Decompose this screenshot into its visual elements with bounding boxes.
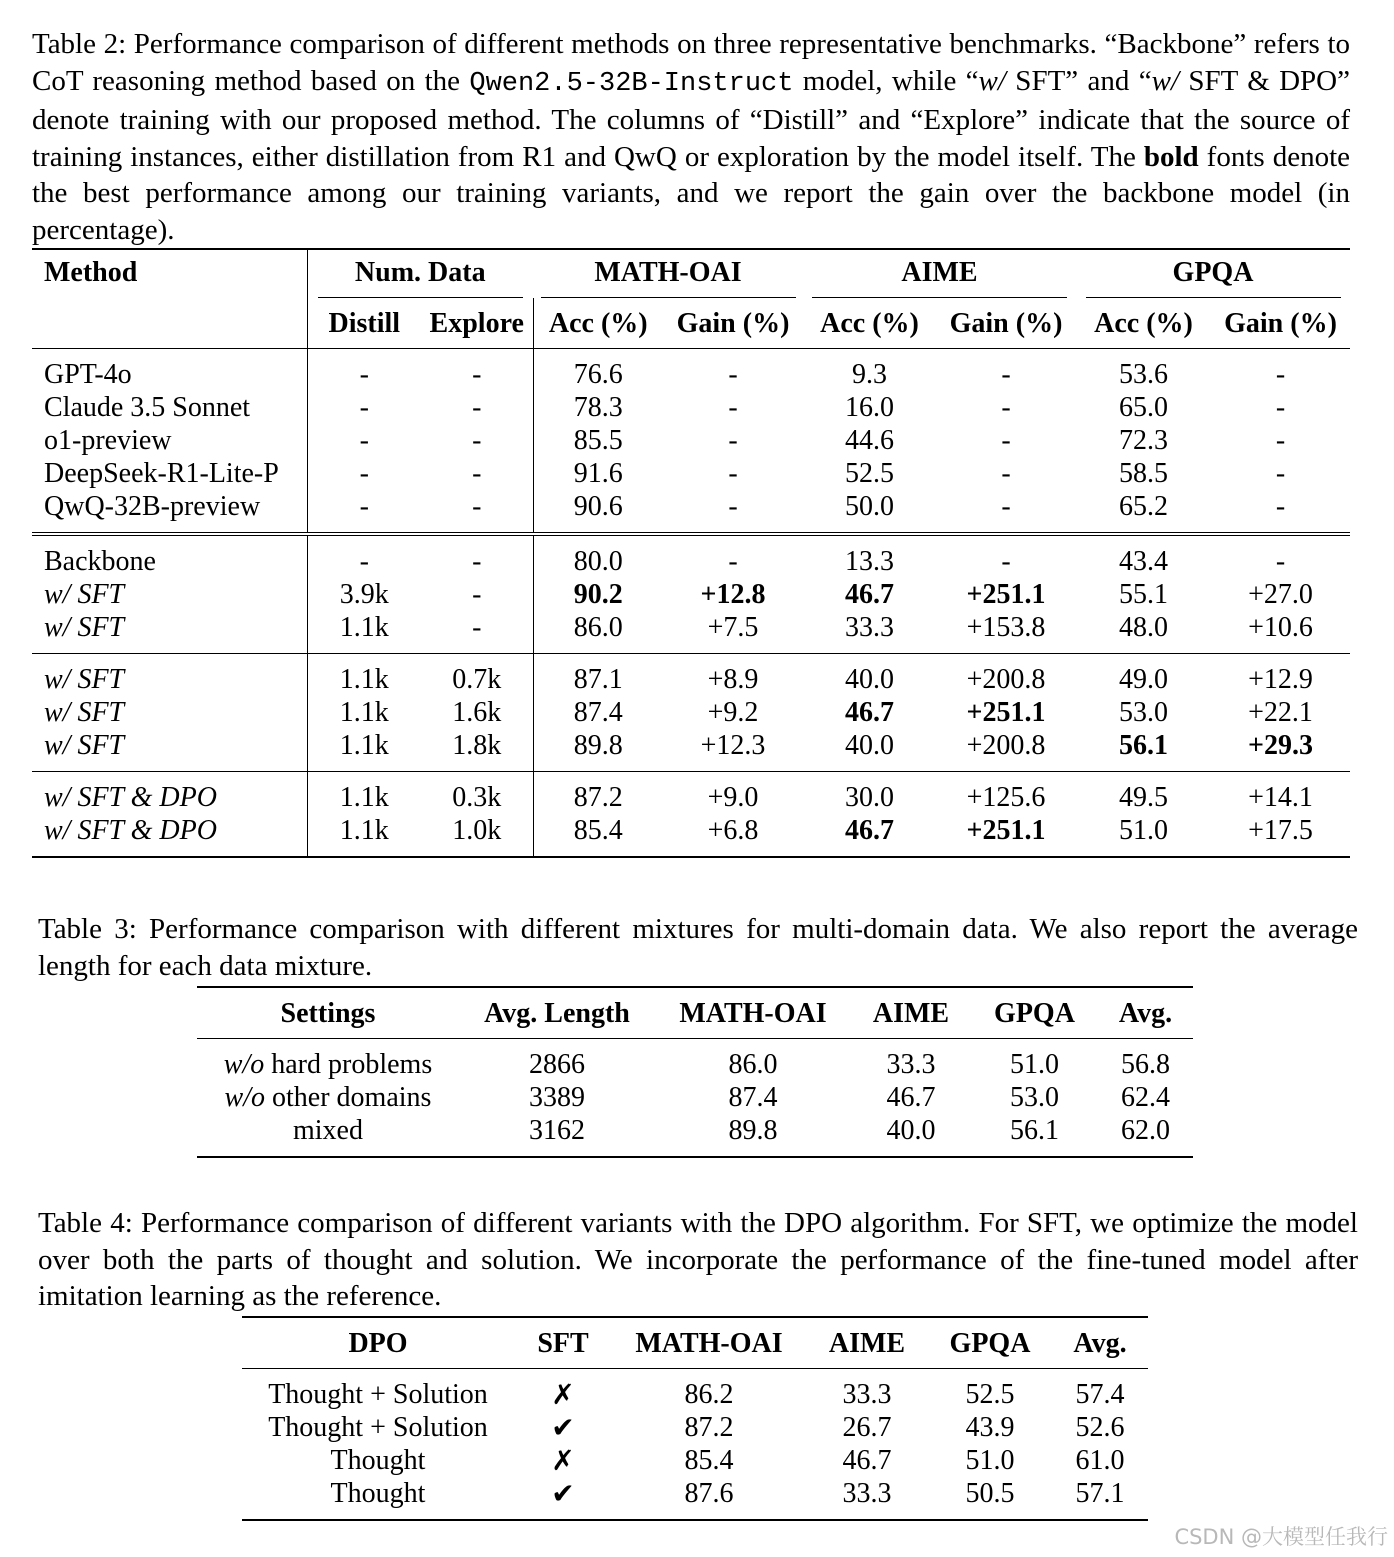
cell-gpqa-gain: +14.1 (1248, 782, 1313, 813)
cell-avg: 57.4 (1075, 1379, 1125, 1410)
cell-math-gain: - (728, 546, 738, 577)
cell-gpqa-acc: 72.3 (1119, 425, 1168, 456)
cell-math-gain: +8.9 (707, 664, 759, 695)
cell-aime-acc: 40.0 (845, 664, 894, 695)
cell-aime: 33.3 (886, 1049, 936, 1080)
cell-dpo: Thought (330, 1445, 426, 1476)
setting-label: mixed (293, 1115, 363, 1146)
cell-math-acc: 87.4 (573, 697, 623, 728)
cell-aime: 40.0 (886, 1115, 936, 1146)
cell-distill: 1.1k (339, 730, 389, 761)
cell-gpqa-gain: +27.0 (1248, 579, 1313, 610)
caption-text: model, while “ (793, 64, 979, 97)
cell-aime-gain: +200.8 (966, 730, 1046, 761)
method-prefix: w/ SFT (44, 730, 125, 761)
cell-aime-gain: - (1001, 458, 1011, 489)
header-aime (803, 249, 1076, 298)
t4-header-math-oai: MATH-OAI (635, 1327, 783, 1359)
subheader-aime-gain: Gain (%) (949, 307, 1063, 339)
cell-aime-gain: +125.6 (966, 782, 1046, 813)
cell-explore: - (421, 391, 533, 424)
cell-gpqa-gain: - (1275, 392, 1286, 423)
cell-settings (197, 1081, 459, 1114)
cell-method: GPT-4o (32, 349, 307, 392)
cell-gpqa: 43.9 (965, 1412, 1015, 1443)
cell-math-acc: 91.6 (573, 458, 623, 489)
table-row (32, 578, 1350, 611)
caption-text: Table 2: Performance comparison of different methods on three representative benchmarks. “Backbone” refers to CoT reasoning method based on the (32, 28, 1350, 97)
cell-method: Backbone (32, 534, 307, 578)
cell-math-oai: 87.4 (728, 1082, 778, 1113)
cell-aime-acc: 44.6 (845, 425, 894, 456)
table2-body (32, 349, 1350, 858)
cell-aime-gain: - (1001, 359, 1011, 390)
cell-gpqa-gain: +17.5 (1248, 815, 1313, 846)
cell-method: DeepSeek-R1-Lite-P (32, 457, 307, 490)
cell-aime: 33.3 (842, 1379, 892, 1410)
subheader-explore: Explore (421, 298, 533, 349)
cell-aime-gain: - (1001, 546, 1011, 577)
subheader-gpqa-acc: Acc (%) (1094, 307, 1193, 339)
cell-gpqa-gain: - (1275, 359, 1286, 390)
cell-aime: 46.7 (842, 1445, 892, 1476)
cell-explore: - (421, 457, 533, 490)
cell-math-oai: 89.8 (728, 1115, 778, 1146)
cell-aime-acc: 52.5 (845, 458, 894, 489)
t3-header-settings: Settings (280, 997, 376, 1029)
cell-gpqa-acc: 51.0 (1119, 815, 1168, 846)
cell-gpqa: 52.5 (965, 1379, 1015, 1410)
setting-prefix: w/o (223, 1049, 265, 1080)
cell-aime-gain: - (1001, 392, 1011, 423)
cell-gpqa-gain: +12.9 (1248, 664, 1313, 695)
cell-dpo: Thought + Solution (268, 1412, 488, 1443)
t4-header-dpo: DPO (348, 1327, 408, 1359)
header-num-data (307, 249, 533, 298)
cell-gpqa-gain: +10.6 (1248, 612, 1313, 643)
cell-explore: - (421, 578, 533, 611)
table3 (197, 986, 1193, 1158)
cell-gpqa: 56.1 (1010, 1115, 1059, 1146)
cell-distill: - (359, 546, 369, 577)
table-row (32, 424, 1350, 457)
cell-math-acc: 85.5 (573, 425, 623, 456)
cell-aime: 26.7 (842, 1412, 892, 1443)
header-math-oai (533, 249, 803, 298)
table-row (32, 772, 1350, 815)
cell-math-acc: 87.2 (573, 782, 623, 813)
caption-bold: bold (1143, 140, 1199, 173)
cell-math-gain: +7.5 (707, 612, 759, 643)
table-row (242, 1369, 1148, 1412)
cell-explore: 0.7k (421, 654, 533, 697)
cell-method (32, 814, 307, 857)
cell-dpo: Thought (330, 1478, 426, 1509)
cell-math-acc: 87.1 (573, 664, 623, 695)
cell-math-acc: 90.2 (573, 579, 623, 610)
cell-gpqa-acc: 53.0 (1119, 697, 1168, 728)
cell-avg: 52.6 (1075, 1412, 1125, 1443)
cross-icon: ✗ (551, 1378, 575, 1411)
cell-settings (197, 1114, 459, 1157)
t4-header-aime: AIME (828, 1327, 906, 1359)
caption-italic: w/ (1151, 64, 1180, 97)
t3-header-math-oai: MATH-OAI (679, 997, 827, 1029)
cell-aime-gain: +251.1 (966, 579, 1046, 610)
table-row (32, 696, 1350, 729)
table2-header-row (32, 249, 1350, 298)
table-row (197, 1114, 1193, 1157)
setting-label: other domains (265, 1082, 432, 1113)
cell-aime-acc: 46.7 (845, 697, 894, 728)
cell-gpqa-gain: +29.3 (1248, 730, 1313, 761)
cell-avg: 62.4 (1121, 1082, 1170, 1113)
cell-math-gain: +12.8 (700, 579, 766, 610)
cell-gpqa: 53.0 (1010, 1082, 1059, 1113)
table4-caption: Table 4: Performance comparison of different variants with the DPO algorithm. For SFT, we optimize the model over both the parts of thought and solution. We incorporate the performance of the fine-tuned model after imitation learning as the reference. (38, 1207, 1358, 1312)
t3-header-aime: AIME (872, 997, 950, 1029)
method-prefix: w/ SFT (44, 697, 125, 728)
cell-math-oai: 86.0 (728, 1049, 778, 1080)
check-icon: ✔ (551, 1477, 575, 1510)
cell-math-acc: 86.0 (573, 612, 623, 643)
setting-prefix: w/o (224, 1082, 266, 1113)
method-prefix: w/ SFT (44, 664, 125, 695)
cell-distill: 1.1k (339, 664, 389, 695)
header-gpqa-label: GPQA (1086, 256, 1341, 298)
caption-text: fonts denote the best performance among our training variants, and we report the gain over the backbone model (in percentage). (32, 140, 1350, 246)
cell-aime-gain: +251.1 (966, 815, 1046, 846)
cell-gpqa: 51.0 (965, 1445, 1015, 1476)
cell-aime-acc: 30.0 (845, 782, 894, 813)
table-row (32, 729, 1350, 772)
table-row (32, 490, 1350, 534)
cell-gpqa: 50.5 (965, 1478, 1015, 1509)
table3-body (197, 1039, 1193, 1158)
cell-math-oai: 87.2 (684, 1412, 734, 1443)
table2 (32, 248, 1350, 858)
cell-method: o1-preview (32, 424, 307, 457)
cell-gpqa-gain: - (1275, 425, 1286, 456)
cell-math-gain: +12.3 (700, 730, 766, 761)
cell-gpqa-acc: 43.4 (1119, 546, 1168, 577)
cell-avg: 57.1 (1075, 1478, 1125, 1509)
table-row (32, 349, 1350, 392)
header-gpqa (1076, 249, 1350, 298)
table-row (242, 1444, 1148, 1477)
table-row (32, 391, 1350, 424)
cell-math-acc: 89.8 (573, 730, 623, 761)
cell-math-gain: +9.0 (707, 782, 759, 813)
cell-method (32, 578, 307, 611)
header-method: Method (32, 249, 307, 298)
cell-gpqa-acc: 53.6 (1119, 359, 1168, 390)
cell-avg-length: 3162 (529, 1115, 585, 1146)
cell-aime-gain: +200.8 (966, 664, 1046, 695)
cell-distill: 1.1k (339, 612, 389, 643)
t3-header-avg: Avg. (1118, 997, 1173, 1029)
t3-header-avg-length: Avg. Length (484, 997, 630, 1029)
cell-gpqa-acc: 49.0 (1119, 664, 1168, 695)
cell-explore: - (421, 424, 533, 457)
caption-text: SFT & DPO” denote training with our proposed method. The columns of “Distill” and “Explore” indicate that the source of training instances, either distillation from R1 and QwQ or exploration by the model itself. The (32, 64, 1350, 173)
cell-method (32, 696, 307, 729)
cell-math-acc: 76.6 (573, 359, 623, 390)
cell-math-oai: 87.6 (684, 1478, 734, 1509)
cell-math-gain: - (728, 359, 738, 390)
cell-math-acc: 85.4 (573, 815, 623, 846)
cell-aime-acc: 46.7 (845, 579, 894, 610)
cross-icon: ✗ (551, 1444, 575, 1477)
caption-text: SFT” and “ (1005, 64, 1152, 97)
cell-distill: - (359, 359, 369, 390)
t4-header-avg: Avg. (1073, 1327, 1127, 1359)
cell-method (32, 654, 307, 697)
t4-header-sft: SFT (537, 1327, 589, 1359)
table2-caption (32, 26, 1350, 248)
table-row (32, 534, 1350, 578)
method-prefix: w/ SFT (44, 612, 125, 643)
t4-header-gpqa: GPQA (949, 1327, 1031, 1359)
check-icon: ✔ (551, 1411, 575, 1444)
cell-settings (197, 1039, 459, 1082)
cell-avg-length: 2866 (529, 1049, 585, 1080)
subheader-gpqa-gain: Gain (%) (1224, 307, 1337, 339)
cell-aime-gain: - (1001, 425, 1011, 456)
cell-method: QwQ-32B-preview (32, 490, 307, 534)
cell-gpqa-acc: 55.1 (1119, 579, 1168, 610)
cell-gpqa-acc: 65.2 (1119, 491, 1168, 522)
cell-aime-acc: 13.3 (845, 546, 894, 577)
cell-avg: 61.0 (1075, 1445, 1125, 1476)
table3-header-row (197, 987, 1193, 1039)
table-row (197, 1081, 1193, 1114)
method-prefix: w/ SFT & DPO (44, 782, 217, 813)
cell-gpqa: 51.0 (1010, 1049, 1059, 1080)
cell-math-gain: - (728, 425, 738, 456)
cell-math-acc: 80.0 (573, 546, 623, 577)
cell-math-gain: - (728, 392, 738, 423)
cell-explore: 1.6k (421, 696, 533, 729)
cell-math-acc: 90.6 (573, 491, 623, 522)
setting-label: hard problems (264, 1049, 433, 1080)
table-row (242, 1477, 1148, 1520)
cell-explore: - (421, 611, 533, 654)
header-method-empty (32, 298, 307, 349)
cell-gpqa-acc: 58.5 (1119, 458, 1168, 489)
cell-method (32, 611, 307, 654)
table4 (242, 1316, 1148, 1521)
cell-method (32, 729, 307, 772)
subheader-math-gain: Gain (%) (676, 307, 790, 339)
cell-gpqa-acc: 65.0 (1119, 392, 1168, 423)
cell-method (32, 772, 307, 815)
subheader-aime-acc: Acc (%) (820, 307, 919, 339)
cell-distill: 3.9k (339, 579, 389, 610)
t3-header-gpqa: GPQA (994, 997, 1075, 1029)
cell-aime-acc: 46.7 (845, 815, 894, 846)
cell-gpqa-gain: - (1275, 458, 1286, 489)
table3-caption: Table 3: Performance comparison with different mixtures for multi-domain data. We also report the average length for each data mixture. (38, 913, 1358, 982)
table2-subheader-row (32, 298, 1350, 349)
subheader-math-acc: Acc (%) (548, 307, 648, 339)
cell-gpqa-gain: - (1275, 546, 1286, 577)
cell-explore: 1.8k (421, 729, 533, 772)
cell-explore: - (421, 490, 533, 534)
table-row (32, 611, 1350, 654)
table4-body (242, 1369, 1148, 1521)
cell-explore: 0.3k (421, 772, 533, 815)
cell-gpqa-acc: 56.1 (1119, 730, 1168, 761)
cell-explore: - (421, 349, 533, 392)
header-math-oai-label: MATH-OAI (541, 256, 796, 298)
header-aime-label: AIME (812, 256, 1067, 298)
cell-dpo: Thought + Solution (268, 1379, 488, 1410)
table-row (242, 1411, 1148, 1444)
table-row (32, 654, 1350, 697)
cell-aime-acc: 40.0 (845, 730, 894, 761)
table-row (197, 1039, 1193, 1082)
cell-distill: 1.1k (339, 782, 389, 813)
table-row (32, 814, 1350, 857)
cell-explore: 1.0k (421, 814, 533, 857)
caption-italic: w/ (978, 64, 1006, 97)
cell-distill: 1.1k (339, 815, 389, 846)
cell-gpqa-acc: 48.0 (1119, 612, 1168, 643)
cell-gpqa-acc: 49.5 (1119, 782, 1168, 813)
cell-aime-acc: 50.0 (845, 491, 894, 522)
cell-aime-acc: 16.0 (845, 392, 894, 423)
cell-explore: - (421, 534, 533, 578)
method-prefix: w/ SFT (44, 579, 125, 610)
cell-math-gain: +6.8 (707, 815, 759, 846)
cell-math-gain: - (728, 458, 738, 489)
table-row (32, 457, 1350, 490)
cell-gpqa-gain: +22.1 (1248, 697, 1313, 728)
subheader-distill: Distill (328, 307, 401, 339)
cell-math-oai: 85.4 (684, 1445, 734, 1476)
header-num-data-label: Num. Data (318, 256, 523, 298)
cell-math-acc: 78.3 (573, 392, 623, 423)
cell-distill: 1.1k (339, 697, 389, 728)
table4-header-row (242, 1317, 1148, 1369)
cell-distill: - (359, 491, 369, 522)
cell-aime: 46.7 (886, 1082, 936, 1113)
method-prefix: w/ SFT & DPO (44, 815, 217, 846)
watermark: CSDN @大模型任我行 (1174, 1525, 1388, 1549)
cell-avg: 56.8 (1121, 1049, 1170, 1080)
cell-distill: - (359, 458, 369, 489)
cell-math-gain: +9.2 (707, 697, 759, 728)
cell-distill: - (359, 425, 369, 456)
cell-math-oai: 86.2 (684, 1379, 734, 1410)
cell-aime-gain: - (1001, 491, 1011, 522)
cell-aime-gain: +153.8 (966, 612, 1046, 643)
cell-aime: 33.3 (842, 1478, 892, 1509)
cell-distill: - (359, 392, 369, 423)
cell-avg-length: 3389 (529, 1082, 585, 1113)
cell-method: Claude 3.5 Sonnet (32, 391, 307, 424)
cell-aime-acc: 9.3 (852, 359, 887, 390)
cell-aime-gain: +251.1 (966, 697, 1046, 728)
cell-gpqa-gain: - (1275, 491, 1286, 522)
model-name: Qwen2.5-32B-Instruct (469, 68, 794, 99)
cell-aime-acc: 33.3 (845, 612, 894, 643)
cell-avg: 62.0 (1121, 1115, 1170, 1146)
cell-math-gain: - (728, 491, 738, 522)
